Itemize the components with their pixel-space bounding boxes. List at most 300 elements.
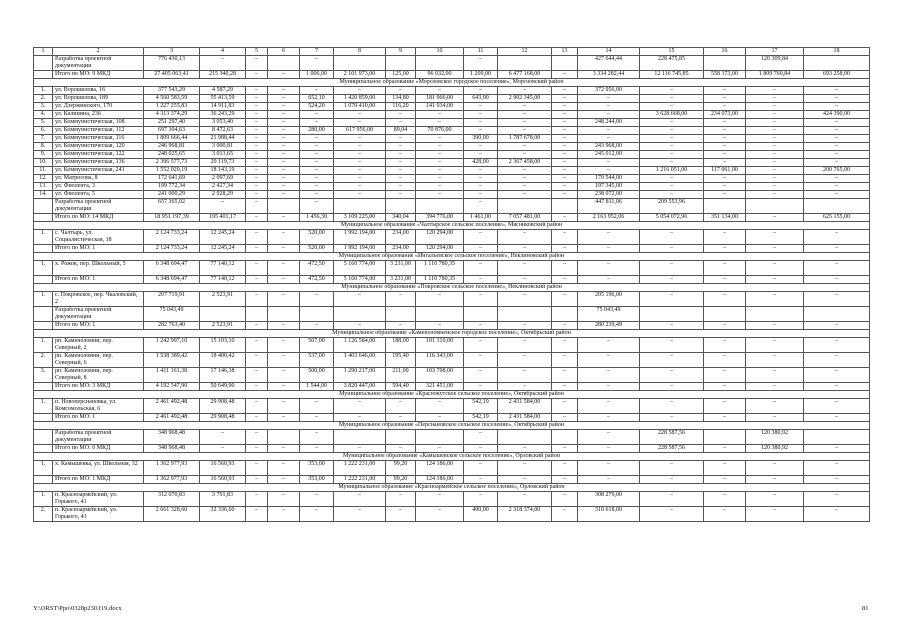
value-cell: – bbox=[704, 159, 746, 167]
table-row bbox=[34, 506, 870, 521]
value-cell: – bbox=[334, 321, 386, 329]
table-row bbox=[34, 183, 870, 191]
value-cell: – bbox=[464, 291, 498, 306]
value-cell: 77 140,12 bbox=[200, 275, 246, 283]
value-cell: 103 798,00 bbox=[416, 367, 464, 382]
value-cell: – bbox=[704, 151, 746, 159]
value-cell: – bbox=[268, 103, 300, 111]
value-cell: – bbox=[268, 475, 300, 483]
value-cell: – bbox=[804, 367, 870, 382]
value-cell: – bbox=[552, 275, 578, 283]
value-cell: – bbox=[640, 352, 704, 367]
value-cell: – bbox=[704, 103, 746, 111]
column-number: 12 bbox=[498, 48, 552, 56]
value-cell: – bbox=[704, 382, 746, 390]
value-cell: 195,40 bbox=[386, 352, 416, 367]
value-cell: – bbox=[804, 413, 870, 421]
address-cell: с. Чалтырь, ул. Социалистическая, 18 bbox=[53, 230, 144, 245]
value-cell: 697 304,63 bbox=[144, 127, 200, 135]
value-cell: – bbox=[386, 191, 416, 199]
row-number: 11. bbox=[34, 167, 53, 175]
page-number: 81 bbox=[862, 605, 869, 612]
row-number: 7. bbox=[34, 135, 53, 143]
value-cell: 1 110 780,35 bbox=[416, 261, 464, 276]
value-cell: – bbox=[552, 261, 578, 276]
value-cell: – bbox=[246, 367, 268, 382]
value-cell: 27 405 063,41 bbox=[144, 71, 200, 79]
value-cell: 199 772,34 bbox=[144, 183, 200, 191]
column-number: 9 bbox=[386, 48, 416, 56]
value-cell: – bbox=[268, 367, 300, 382]
value-cell: – bbox=[498, 275, 552, 283]
value-cell: – bbox=[746, 127, 804, 135]
value-cell: – bbox=[804, 261, 870, 276]
value-cell: – bbox=[640, 398, 704, 413]
value-cell: – bbox=[704, 460, 746, 475]
value-cell bbox=[804, 56, 870, 71]
value-cell: – bbox=[746, 230, 804, 245]
value-cell: 12 245,24 bbox=[200, 245, 246, 253]
value-cell: – bbox=[704, 87, 746, 95]
value-cell: – bbox=[386, 175, 416, 183]
value-cell: – bbox=[746, 159, 804, 167]
value-cell: 96 032,00 bbox=[416, 71, 464, 79]
value-cell: – bbox=[464, 191, 498, 199]
value-cell: – bbox=[498, 321, 552, 329]
value-cell: – bbox=[704, 175, 746, 183]
value-cell bbox=[268, 199, 300, 214]
value-cell: 5 160 774,00 bbox=[334, 275, 386, 283]
row-number bbox=[34, 321, 53, 329]
value-cell: 124 186,00 bbox=[416, 475, 464, 483]
value-cell: – bbox=[746, 261, 804, 276]
value-cell: 617 956,00 bbox=[334, 127, 386, 135]
value-cell: 351 134,00 bbox=[704, 214, 746, 222]
value-cell: – bbox=[300, 199, 334, 214]
section-heading: Муниципальное образование «Чалтырское сельское поселение», Мясниковский район bbox=[34, 222, 870, 230]
value-cell: – bbox=[334, 119, 386, 127]
column-number: 10 bbox=[416, 48, 464, 56]
value-cell: – bbox=[552, 191, 578, 199]
value-cell: 394 776,00 bbox=[416, 214, 464, 222]
row-number: 3. bbox=[34, 103, 53, 111]
value-cell: 32 336,60 bbox=[200, 506, 246, 521]
address-cell: рп. Каменоломни, пер. Северный, 2 bbox=[53, 337, 144, 352]
value-cell: – bbox=[300, 183, 334, 191]
address-cell: п. Красноармейский, ул. Горького, 43 bbox=[53, 506, 144, 521]
value-cell: – bbox=[704, 398, 746, 413]
section-heading: Муниципальное образование «Покровское сельское поселение», Неклиновский район bbox=[34, 283, 870, 291]
address-cell: ул. Матросова, 8 bbox=[53, 175, 144, 183]
value-cell: – bbox=[464, 261, 498, 276]
value-cell: – bbox=[640, 321, 704, 329]
value-cell: – bbox=[246, 413, 268, 421]
value-cell: 16 560,93 bbox=[200, 460, 246, 475]
value-cell: – bbox=[640, 367, 704, 382]
value-cell: – bbox=[464, 119, 498, 127]
table-row bbox=[34, 135, 870, 143]
value-cell: – bbox=[464, 56, 498, 71]
value-cell: 652,10 bbox=[300, 95, 334, 103]
value-cell: – bbox=[416, 167, 464, 175]
section-heading: Муниципальное образование «Каменоломненское городское поселение», Октябрьский район bbox=[34, 329, 870, 337]
value-cell: – bbox=[464, 382, 498, 390]
value-cell: – bbox=[268, 245, 300, 253]
value-cell bbox=[498, 199, 552, 214]
table-row bbox=[34, 230, 870, 245]
value-cell: – bbox=[416, 191, 464, 199]
value-cell: 4 192 547,90 bbox=[144, 382, 200, 390]
address-cell: рп. Каменоломни, пер. Северный, 6 bbox=[53, 352, 144, 367]
value-cell: – bbox=[578, 429, 640, 444]
table-row bbox=[34, 175, 870, 183]
value-cell: 3 231,00 bbox=[386, 275, 416, 283]
value-cell: – bbox=[416, 398, 464, 413]
address-cell: Итого по МО: 3 МКД bbox=[53, 382, 144, 390]
value-cell: 1 461,00 bbox=[464, 214, 498, 222]
row-number: 1. bbox=[34, 291, 53, 306]
value-cell: 520,00 bbox=[300, 245, 334, 253]
total-row bbox=[34, 444, 870, 452]
total-row bbox=[34, 71, 870, 79]
value-cell: – bbox=[746, 460, 804, 475]
value-cell: – bbox=[552, 87, 578, 95]
value-cell: – bbox=[640, 491, 704, 506]
value-cell: – bbox=[640, 275, 704, 283]
value-cell: – bbox=[300, 429, 334, 444]
section-heading-row bbox=[34, 329, 870, 337]
value-cell: – bbox=[498, 382, 552, 390]
address-cell: ул. Коммунистическая, 122 bbox=[53, 151, 144, 159]
value-cell: – bbox=[640, 460, 704, 475]
row-number bbox=[34, 475, 53, 483]
value-cell: – bbox=[268, 398, 300, 413]
value-cell: – bbox=[464, 475, 498, 483]
value-cell: – bbox=[640, 230, 704, 245]
value-cell: 500,00 bbox=[300, 367, 334, 382]
value-cell: 537,00 bbox=[300, 352, 334, 367]
value-cell: 312 070,83 bbox=[144, 491, 200, 506]
value-cell bbox=[498, 306, 552, 321]
value-cell: – bbox=[386, 413, 416, 421]
value-cell: – bbox=[552, 367, 578, 382]
value-cell: – bbox=[804, 382, 870, 390]
value-cell bbox=[334, 306, 386, 321]
value-cell bbox=[746, 306, 804, 321]
address-cell: ул. Коммунистическая, 112 bbox=[53, 127, 144, 135]
value-cell: – bbox=[268, 143, 300, 151]
value-cell bbox=[640, 306, 704, 321]
value-cell: – bbox=[386, 111, 416, 119]
value-cell: – bbox=[386, 398, 416, 413]
value-cell: 209 553,96 bbox=[640, 199, 704, 214]
total-row bbox=[34, 245, 870, 253]
value-cell bbox=[246, 306, 268, 321]
value-cell: – bbox=[552, 352, 578, 367]
table-row bbox=[34, 127, 870, 135]
table-row bbox=[34, 159, 870, 167]
column-number-row bbox=[34, 48, 870, 56]
value-cell: – bbox=[498, 87, 552, 95]
value-cell: 2 124 733,24 bbox=[144, 245, 200, 253]
value-cell: – bbox=[746, 183, 804, 191]
address-cell: ул. Дзержинского, 170 bbox=[53, 103, 144, 111]
value-cell: 251 297,40 bbox=[144, 119, 200, 127]
value-cell: – bbox=[704, 143, 746, 151]
value-cell: – bbox=[268, 214, 300, 222]
value-cell: – bbox=[578, 103, 640, 111]
value-cell: 234,00 bbox=[386, 245, 416, 253]
value-cell: – bbox=[640, 135, 704, 143]
value-cell: – bbox=[804, 460, 870, 475]
total-row bbox=[34, 214, 870, 222]
value-cell: – bbox=[246, 444, 268, 452]
value-cell: – bbox=[804, 175, 870, 183]
value-cell: 3 000,81 bbox=[200, 143, 246, 151]
value-cell: – bbox=[246, 199, 268, 214]
address-cell: ул. Коммунистическая, 241 bbox=[53, 167, 144, 175]
value-cell: – bbox=[746, 135, 804, 143]
value-cell: – bbox=[246, 398, 268, 413]
value-cell: – bbox=[746, 506, 804, 521]
value-cell: – bbox=[498, 475, 552, 483]
column-number: 15 bbox=[640, 48, 704, 56]
value-cell: 124 186,00 bbox=[416, 460, 464, 475]
section-heading: Муниципальное образование «Ингальевское сельское поселение», Неклиновский район bbox=[34, 253, 870, 261]
value-cell: – bbox=[246, 214, 268, 222]
value-cell: – bbox=[246, 135, 268, 143]
value-cell: – bbox=[464, 491, 498, 506]
value-cell: – bbox=[464, 103, 498, 111]
column-number: 7 bbox=[300, 48, 334, 56]
row-number: 13. bbox=[34, 183, 53, 191]
table-row bbox=[34, 352, 870, 367]
value-cell: – bbox=[552, 183, 578, 191]
value-cell: 2 523,91 bbox=[200, 291, 246, 306]
value-cell: – bbox=[386, 167, 416, 175]
value-cell: – bbox=[804, 491, 870, 506]
value-cell: – bbox=[268, 175, 300, 183]
value-cell: – bbox=[746, 87, 804, 95]
value-cell: 693 258,00 bbox=[804, 71, 870, 79]
value-cell: – bbox=[552, 135, 578, 143]
value-cell: – bbox=[300, 151, 334, 159]
value-cell: – bbox=[552, 245, 578, 253]
value-cell: 1 222 231,00 bbox=[334, 475, 386, 483]
value-cell: – bbox=[804, 143, 870, 151]
row-number: 1. bbox=[34, 261, 53, 276]
table-row bbox=[34, 103, 870, 111]
value-cell: – bbox=[640, 506, 704, 521]
value-cell: – bbox=[704, 475, 746, 483]
value-cell: 2 101 973,00 bbox=[334, 71, 386, 79]
value-cell: 427 644,44 bbox=[578, 56, 640, 71]
value-cell: – bbox=[416, 413, 464, 421]
value-cell: – bbox=[804, 119, 870, 127]
value-cell: 558 373,00 bbox=[704, 71, 746, 79]
value-cell: – bbox=[464, 444, 498, 452]
value-cell: – bbox=[552, 460, 578, 475]
address-cell: ул. Коммунистическая, 120 bbox=[53, 143, 144, 151]
value-cell: 205 196,00 bbox=[578, 291, 640, 306]
value-cell: – bbox=[704, 135, 746, 143]
value-cell: – bbox=[416, 143, 464, 151]
value-cell: – bbox=[640, 183, 704, 191]
table-row bbox=[34, 491, 870, 506]
value-cell: – bbox=[552, 506, 578, 521]
value-cell: – bbox=[200, 429, 246, 444]
value-cell: – bbox=[552, 230, 578, 245]
value-cell: 1 411 161,38 bbox=[144, 367, 200, 382]
value-cell: 2 396 577,73 bbox=[144, 159, 200, 167]
value-cell: – bbox=[464, 143, 498, 151]
value-cell: – bbox=[804, 230, 870, 245]
value-cell: – bbox=[578, 444, 640, 452]
value-cell: – bbox=[804, 398, 870, 413]
value-cell: 1 242 997,10 bbox=[144, 337, 200, 352]
value-cell: – bbox=[268, 506, 300, 521]
row-number bbox=[34, 429, 53, 444]
value-cell: – bbox=[246, 151, 268, 159]
value-cell: – bbox=[746, 143, 804, 151]
value-cell bbox=[386, 306, 416, 321]
value-cell: – bbox=[200, 444, 246, 452]
value-cell: 1 222 231,00 bbox=[334, 460, 386, 475]
value-cell bbox=[704, 199, 746, 214]
row-number bbox=[34, 56, 53, 71]
row-number bbox=[34, 214, 53, 222]
value-cell: 18 400,42 bbox=[200, 352, 246, 367]
value-cell: – bbox=[746, 491, 804, 506]
address-cell: Разработка проектной документации bbox=[53, 56, 144, 71]
value-cell: – bbox=[746, 175, 804, 183]
value-cell: – bbox=[334, 159, 386, 167]
value-cell: 1 126 584,00 bbox=[334, 337, 386, 352]
value-cell: – bbox=[552, 103, 578, 111]
value-cell: – bbox=[334, 444, 386, 452]
value-cell: 490,00 bbox=[464, 506, 498, 521]
value-cell: 245 012,00 bbox=[578, 151, 640, 159]
value-cell: 3 013,65 bbox=[200, 151, 246, 159]
value-cell: – bbox=[246, 491, 268, 506]
value-cell: 348 968,48 bbox=[144, 444, 200, 452]
value-cell: – bbox=[386, 143, 416, 151]
value-cell: – bbox=[552, 143, 578, 151]
value-cell bbox=[498, 429, 552, 444]
column-number: 3 bbox=[144, 48, 200, 56]
value-cell bbox=[552, 56, 578, 71]
value-cell: – bbox=[640, 175, 704, 183]
value-cell: 1 216 051,00 bbox=[640, 167, 704, 175]
value-cell: – bbox=[704, 119, 746, 127]
row-number bbox=[34, 199, 53, 214]
value-cell: – bbox=[246, 321, 268, 329]
address-cell: п. Красноармейский, ул. Горького, 41 bbox=[53, 491, 144, 506]
value-cell: 1 420 859,00 bbox=[334, 95, 386, 103]
value-cell: – bbox=[334, 143, 386, 151]
value-cell: – bbox=[246, 382, 268, 390]
address-cell: Разработка проектной документации bbox=[53, 306, 144, 321]
row-number bbox=[34, 245, 53, 253]
value-cell: 2 902 345,00 bbox=[498, 95, 552, 103]
value-cell: – bbox=[498, 151, 552, 159]
value-cell: 117 061,00 bbox=[704, 167, 746, 175]
value-cell: – bbox=[746, 103, 804, 111]
value-cell: – bbox=[746, 382, 804, 390]
value-cell: – bbox=[498, 119, 552, 127]
value-cell: – bbox=[640, 95, 704, 103]
value-cell: – bbox=[268, 167, 300, 175]
column-number: 17 bbox=[746, 48, 804, 56]
value-cell: – bbox=[578, 230, 640, 245]
section-heading: Муниципальное образование «Персиановское сельское поселение», Октябрьский район bbox=[34, 421, 870, 429]
column-number: 18 bbox=[804, 48, 870, 56]
value-cell: 643,00 bbox=[464, 95, 498, 103]
value-cell: – bbox=[704, 183, 746, 191]
value-cell: 1 362 977,93 bbox=[144, 460, 200, 475]
row-number: 4. bbox=[34, 111, 53, 119]
value-cell: – bbox=[640, 127, 704, 135]
table-row bbox=[34, 143, 870, 151]
value-cell: – bbox=[246, 352, 268, 367]
value-cell: 2 097,69 bbox=[200, 175, 246, 183]
address-cell: ул. Фиолента, 5 bbox=[53, 191, 144, 199]
value-cell: – bbox=[246, 71, 268, 79]
value-cell: – bbox=[246, 429, 268, 444]
value-cell: – bbox=[416, 87, 464, 95]
value-cell: – bbox=[746, 367, 804, 382]
row-number bbox=[34, 444, 53, 452]
column-number: 1 bbox=[34, 48, 53, 56]
value-cell: 172 641,69 bbox=[144, 175, 200, 183]
value-cell: 15 103,10 bbox=[200, 337, 246, 352]
section-heading: Муниципальное образование «Морозовское городское поселение», Морозовский район bbox=[34, 79, 870, 87]
value-cell: – bbox=[704, 337, 746, 352]
value-cell: 21 988,44 bbox=[200, 135, 246, 143]
address-cell: ул. Калинина, 236 bbox=[53, 111, 144, 119]
value-cell: – bbox=[300, 159, 334, 167]
value-cell: – bbox=[464, 275, 498, 283]
row-number bbox=[34, 275, 53, 283]
value-cell: – bbox=[246, 506, 268, 521]
value-cell: – bbox=[464, 429, 498, 444]
value-cell: 2 427,34 bbox=[200, 183, 246, 191]
row-number bbox=[34, 306, 53, 321]
column-number: 5 bbox=[246, 48, 268, 56]
value-cell: – bbox=[552, 382, 578, 390]
value-cell: – bbox=[552, 111, 578, 119]
row-number: 2. bbox=[34, 352, 53, 367]
value-cell: – bbox=[300, 413, 334, 421]
value-cell: – bbox=[704, 245, 746, 253]
value-cell: – bbox=[268, 230, 300, 245]
value-cell: – bbox=[464, 321, 498, 329]
value-cell bbox=[498, 56, 552, 71]
value-cell: – bbox=[268, 337, 300, 352]
value-cell: 340,04 bbox=[386, 214, 416, 222]
value-cell: – bbox=[746, 111, 804, 119]
value-cell: – bbox=[640, 119, 704, 127]
value-cell bbox=[704, 56, 746, 71]
value-cell: – bbox=[334, 87, 386, 95]
value-cell: – bbox=[464, 151, 498, 159]
value-cell: 16 560,93 bbox=[200, 475, 246, 483]
address-cell: ул. Коммунистическая, 116 bbox=[53, 135, 144, 143]
value-cell: 542,19 bbox=[464, 413, 498, 421]
value-cell: – bbox=[386, 321, 416, 329]
value-cell: 1 006,00 bbox=[300, 71, 334, 79]
value-cell: 1 992 194,00 bbox=[334, 230, 386, 245]
